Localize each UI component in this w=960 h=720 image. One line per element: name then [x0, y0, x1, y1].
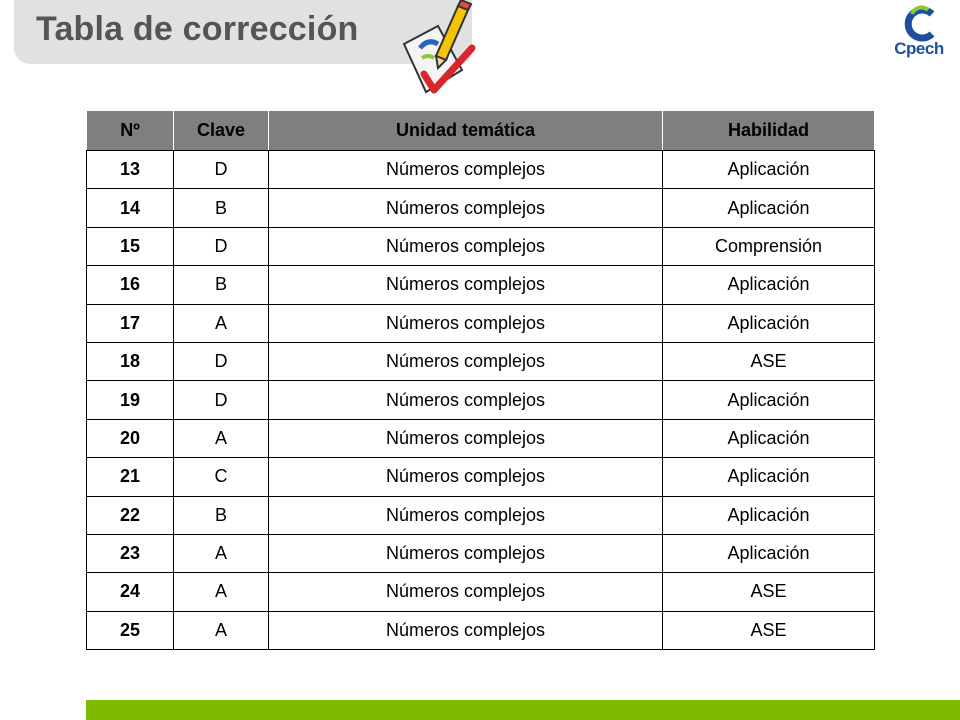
cpech-logo	[888, 4, 950, 62]
cell-clave: C	[174, 458, 269, 496]
cell-number: 16	[87, 266, 174, 304]
cell-unidad: Números complejos	[269, 458, 663, 496]
table-header-row	[87, 111, 875, 151]
footer-accent-bar	[86, 700, 960, 720]
table-row	[87, 496, 875, 534]
cell-habilidad: Aplicación	[663, 419, 875, 457]
cell-habilidad: ASE	[663, 573, 875, 611]
cell-habilidad: Aplicación	[663, 304, 875, 342]
page-title: Tabla de corrección	[36, 10, 359, 48]
column-header-number: Nº	[87, 111, 174, 151]
cell-number: 19	[87, 381, 174, 419]
cell-unidad: Números complejos	[269, 227, 663, 265]
cell-clave: B	[174, 189, 269, 227]
table-row	[87, 151, 875, 189]
cell-number: 23	[87, 534, 174, 572]
cell-unidad: Números complejos	[269, 573, 663, 611]
cell-unidad: Números complejos	[269, 266, 663, 304]
table-row	[87, 304, 875, 342]
logo-text: Cpech	[894, 39, 944, 58]
cell-clave: A	[174, 573, 269, 611]
cell-clave: B	[174, 266, 269, 304]
cell-unidad: Números complejos	[269, 534, 663, 572]
cell-habilidad: Comprensión	[663, 227, 875, 265]
cell-unidad: Números complejos	[269, 496, 663, 534]
cell-habilidad: Aplicación	[663, 496, 875, 534]
cell-unidad: Números complejos	[269, 611, 663, 649]
cell-number: 18	[87, 342, 174, 380]
cell-habilidad: Aplicación	[663, 189, 875, 227]
cell-clave: D	[174, 227, 269, 265]
pencil-checkmark-icon	[396, 0, 480, 104]
table-row	[87, 573, 875, 611]
cell-unidad: Números complejos	[269, 342, 663, 380]
table-row	[87, 266, 875, 304]
cell-number: 20	[87, 419, 174, 457]
cell-number: 24	[87, 573, 174, 611]
cell-habilidad: Aplicación	[663, 266, 875, 304]
column-header-habilidad: Habilidad	[663, 111, 875, 151]
table-row	[87, 227, 875, 265]
cell-unidad: Números complejos	[269, 189, 663, 227]
column-header-clave: Clave	[174, 111, 269, 151]
cell-clave: D	[174, 151, 269, 189]
cell-unidad: Números complejos	[269, 151, 663, 189]
cell-clave: A	[174, 304, 269, 342]
cell-habilidad: ASE	[663, 342, 875, 380]
cell-number: 14	[87, 189, 174, 227]
table-row	[87, 458, 875, 496]
cell-number: 13	[87, 151, 174, 189]
cell-clave: D	[174, 342, 269, 380]
cell-clave: D	[174, 381, 269, 419]
cell-clave: A	[174, 419, 269, 457]
cell-clave: B	[174, 496, 269, 534]
cell-habilidad: Aplicación	[663, 381, 875, 419]
cell-unidad: Números complejos	[269, 381, 663, 419]
cell-habilidad: Aplicación	[663, 458, 875, 496]
table-row	[87, 381, 875, 419]
column-header-unidad: Unidad temática	[269, 111, 663, 151]
cell-number: 17	[87, 304, 174, 342]
table-row	[87, 611, 875, 649]
cell-number: 15	[87, 227, 174, 265]
table-row	[87, 189, 875, 227]
cell-clave: A	[174, 611, 269, 649]
cell-clave: A	[174, 534, 269, 572]
cell-number: 21	[87, 458, 174, 496]
cell-habilidad: ASE	[663, 611, 875, 649]
correction-table	[86, 110, 875, 650]
table-row	[87, 534, 875, 572]
cell-number: 25	[87, 611, 174, 649]
cell-unidad: Números complejos	[269, 419, 663, 457]
table-row	[87, 419, 875, 457]
cpech-logo-icon	[888, 4, 950, 44]
table-row	[87, 342, 875, 380]
cell-unidad: Números complejos	[269, 304, 663, 342]
cell-habilidad: Aplicación	[663, 534, 875, 572]
cell-number: 22	[87, 496, 174, 534]
cell-habilidad: Aplicación	[663, 151, 875, 189]
